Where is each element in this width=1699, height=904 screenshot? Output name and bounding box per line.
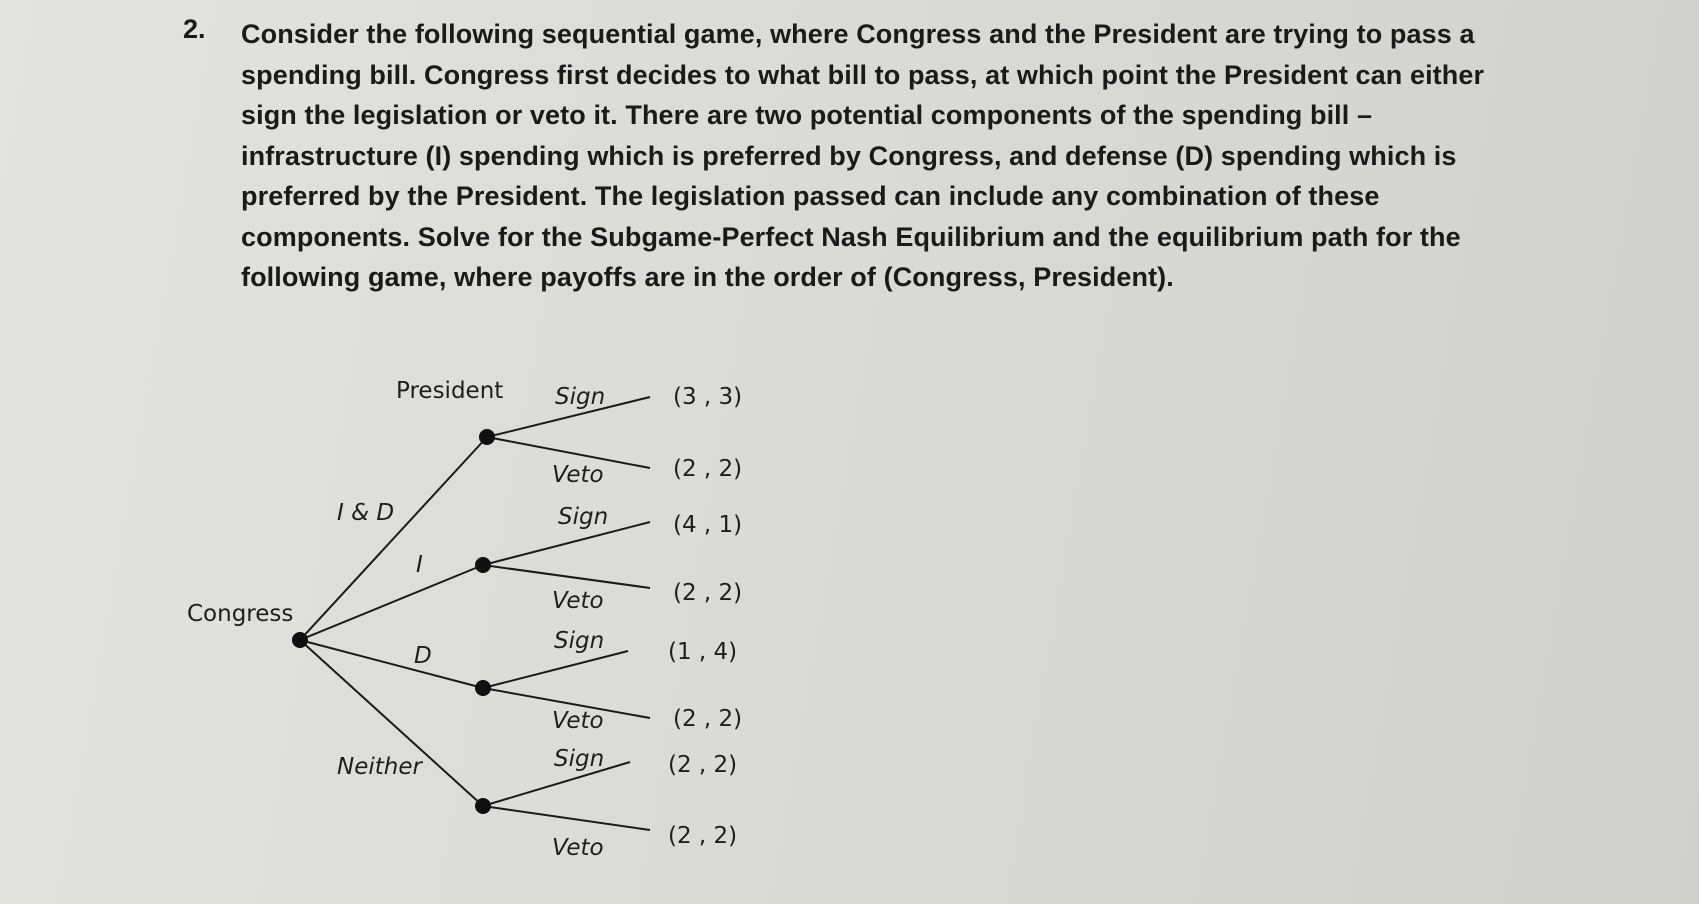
question-line: components. Solve for the Subgame-Perfect Nash Equilibrium and the equilibrium path for the xyxy=(241,221,1461,252)
payoff-neither-sign: (2 , 2) xyxy=(668,752,738,778)
veto-edge-2 xyxy=(483,565,650,588)
president-node-1 xyxy=(479,429,495,445)
payoff-neither-veto: (2 , 2) xyxy=(668,823,738,849)
president-label: President xyxy=(396,378,504,404)
question-line: infrastructure (I) spending which is preferred by Congress, and defense (D) spending which is xyxy=(241,140,1457,171)
veto-label: Veto xyxy=(552,835,604,861)
branch-i xyxy=(300,565,483,640)
payoff-i-and-d-sign: (3 , 3) xyxy=(673,384,743,410)
question-line: spending bill. Congress first decides to what bill to pass, at which point the President can either xyxy=(241,59,1485,90)
sign-label: Sign xyxy=(558,504,609,530)
sign-label: Sign xyxy=(554,746,605,772)
payoff-i-and-d-veto: (2 , 2) xyxy=(673,456,743,482)
question-number: 2. xyxy=(183,14,206,44)
sign-edge-3 xyxy=(483,651,628,688)
veto-label: Veto xyxy=(552,708,604,734)
action-label-i-and-d: I & D xyxy=(337,500,395,526)
president-node-4 xyxy=(475,798,491,814)
veto-label: Veto xyxy=(552,462,604,488)
question-line: sign the legislation or veto it. There are two potential components of the spending bill – xyxy=(241,100,1373,130)
sign-label: Sign xyxy=(555,384,606,410)
president-node-2 xyxy=(475,557,491,573)
action-label-d: D xyxy=(414,643,432,669)
congress-node xyxy=(292,632,308,648)
action-label-i: I xyxy=(416,552,423,578)
action-label-neither: Neither xyxy=(337,754,422,780)
question-line: preferred by the President. The legislation passed can include any combination of these xyxy=(241,181,1380,211)
congress-label: Congress xyxy=(187,601,294,627)
question-line: Consider the following sequential game, where Congress and the President are trying to pass a xyxy=(241,19,1475,49)
payoff-i-sign: (4 , 1) xyxy=(673,512,743,538)
veto-edge-4 xyxy=(483,806,650,830)
payoff-d-veto: (2 , 2) xyxy=(673,706,743,732)
payoff-d-sign: (1 , 4) xyxy=(668,639,738,665)
veto-label: Veto xyxy=(552,588,604,614)
president-node-3 xyxy=(475,680,491,696)
sign-label: Sign xyxy=(554,628,605,654)
branch-i-and-d xyxy=(300,437,487,640)
payoff-i-veto: (2 , 2) xyxy=(673,580,743,606)
question-line: following game, where payoffs are in the order of (Congress, President). xyxy=(241,262,1174,292)
